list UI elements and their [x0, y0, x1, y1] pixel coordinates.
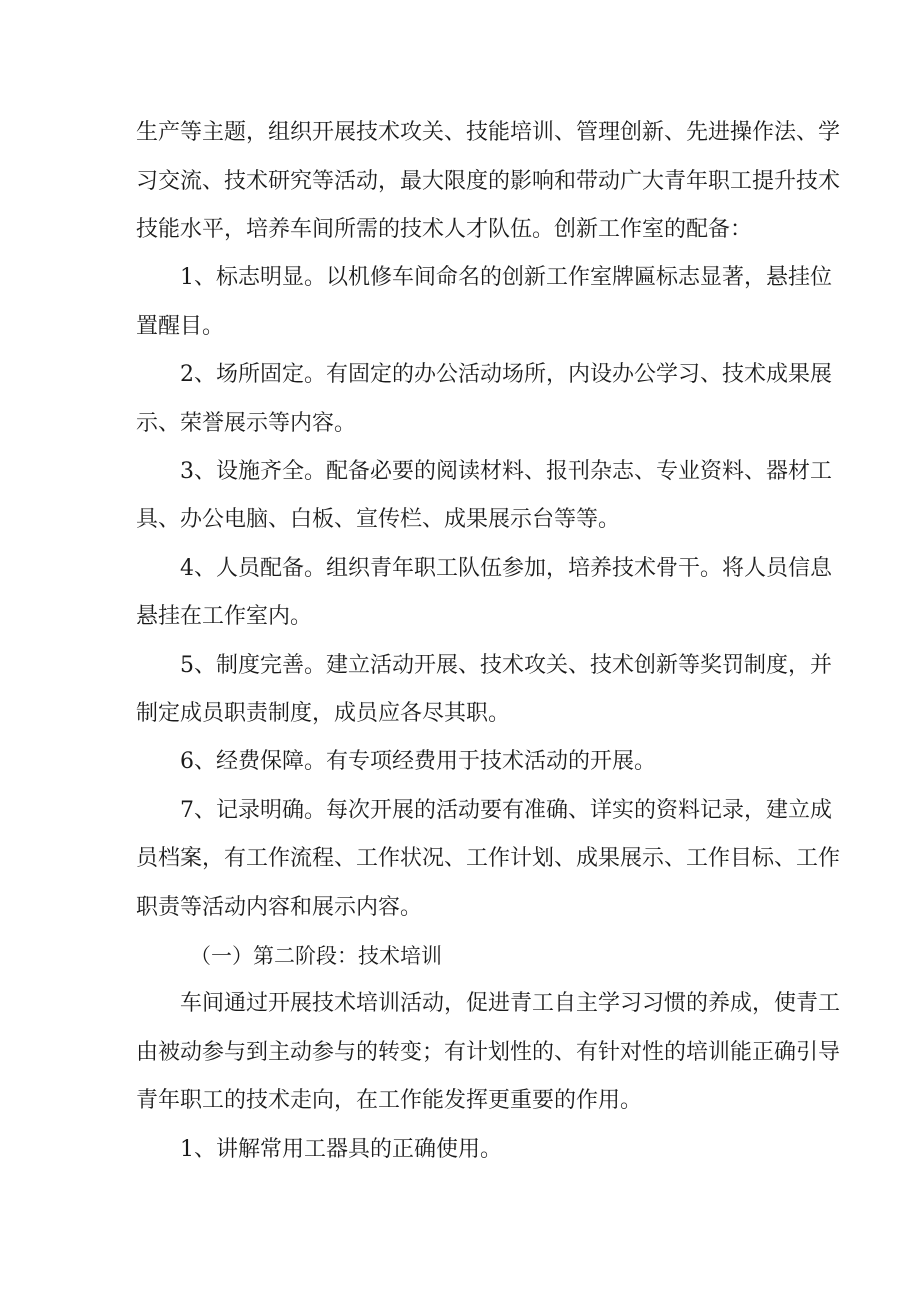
- list-item-line: 1、讲解常用工器具的正确使用。: [180, 1137, 502, 1162]
- paragraph-line: 生产等主题，组织开展技术攻关、技能培训、管理创新、先进操作法、学: [136, 120, 841, 145]
- list-item-line: 制定成员职责制度，成员应各尽其职。: [136, 701, 511, 726]
- list-item-line: 悬挂在工作室内。: [136, 604, 313, 629]
- paragraph-line: 习交流、技术研究等活动，最大限度的影响和带动广大青年职工提升技术: [136, 169, 841, 194]
- list-item-line: 示、荣誉展示等内容。: [136, 411, 357, 436]
- section-heading: （一）第二阶段：技术培训: [190, 944, 442, 968]
- paragraph-line: 青年职工的技术走向，在工作能发挥更重要的作用。: [136, 1088, 643, 1113]
- paragraph-line: 技能水平，培养车间所需的技术人才队伍。创新工作室的配备：: [136, 217, 753, 242]
- list-item-line: 7、记录明确。每次开展的活动要有准确、详实的资料记录，建立成: [180, 798, 832, 823]
- list-item-line: 置醒目。: [136, 314, 225, 339]
- paragraph-line: 由被动参与到主动参与的转变；有计划性的、有针对性的培训能正确引导: [136, 1040, 841, 1065]
- list-item-line: 3、设施齐全。配备必要的阅读材料、报刊杂志、专业资料、器材工: [180, 459, 832, 484]
- paragraph-line: 车间通过开展技术培训活动，促进青工自主学习习惯的养成，使青工: [180, 991, 841, 1016]
- list-item-line: 员档案，有工作流程、工作状况、工作计划、成果展示、工作目标、工作: [136, 846, 841, 871]
- list-item-line: 4、人员配备。组织青年职工队伍参加，培养技术骨干。将人员信息: [180, 556, 832, 581]
- list-item-line: 5、制度完善。建立活动开展、技术攻关、技术创新等奖罚制度，并: [180, 653, 832, 678]
- list-item-line: 2、场所固定。有固定的办公活动场所，内设办公学习、技术成果展: [180, 362, 832, 387]
- list-item-line: 6、经费保障。有专项经费用于技术活动的开展。: [180, 749, 656, 774]
- list-item-line: 具、办公电脑、白板、宣传栏、成果展示台等等。: [136, 507, 621, 532]
- list-item-line: 1、标志明显。以机修车间命名的创新工作室牌匾标志显著，悬挂位: [180, 265, 832, 290]
- list-item-line: 职责等活动内容和展示内容。: [136, 895, 423, 920]
